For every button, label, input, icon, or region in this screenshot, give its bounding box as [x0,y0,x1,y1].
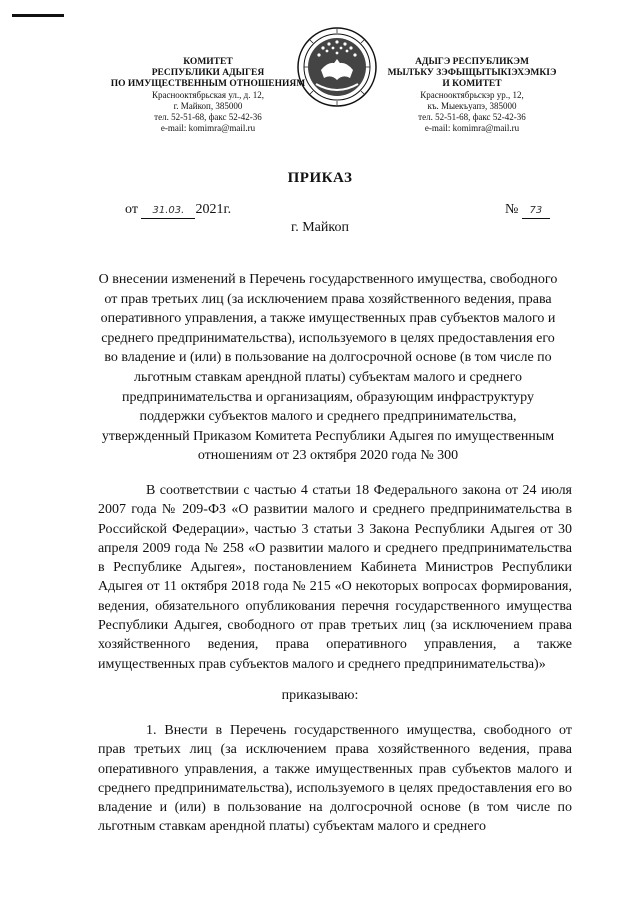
date-prefix: от [125,202,138,217]
org-name-line2: РЕСПУБЛИКИ АДЫГЕЯ [151,68,265,78]
org-city: г. Майкоп, 385000 [173,101,243,111]
scan-corner-mark [12,14,64,17]
document-title: ПРИКАЗ [287,170,353,186]
order-item-1: 1. Внести в Перечень государственного имущества, свободного от прав третьих лиц (за исключением права хозяйственного ведения, права оперативного управления, а также имущественных прав субъектов малого и среднего предпринимательства), используемого в целях предоставления его во владение и (или) в пользование на долгосрочной основе (в том числе по льготным ставкам арендной платы) субъектам малого и среднего [98,723,572,835]
org-phone-adyghe: тел. 52-51-68, факс 52-42-36 [418,112,526,122]
org-name-adyghe-line3: И КОМИТЕТ [442,79,502,89]
order-number [505,202,550,219]
org-email: e-mail: komimra@mail.ru [160,123,256,133]
number-prefix: № [505,202,519,217]
org-city-adyghe: къ. Мыекъуапэ, 385000 [427,101,517,111]
org-phone: тел. 52-51-68, факс 52-42-36 [154,112,262,122]
number-handwritten: 73 [522,204,550,219]
issue-city: г. Майкоп [291,220,349,235]
order-date [125,202,231,219]
date-year: 2021г. [195,202,232,217]
org-address-adyghe: Краснооктябрьскэр ур., 12, [420,90,524,100]
org-name-adyghe-line2: МЫЛЪКУ ЗЭФЫЩЫТЫКIЭХЭМКIЭ [387,68,557,78]
org-address: Краснооктябрьская ул., д. 12, [152,90,264,100]
coat-of-arms-icon [296,26,378,108]
date-handwritten: 31.03. [141,204,195,219]
header-right-block [372,57,572,134]
org-name-line3: ПО ИМУЩЕСТВЕННЫМ ОТНОШЕНИЯМ [110,79,306,89]
org-name-adyghe-line1: АДЫГЭ РЕСПУБЛИКЭМ [415,57,529,67]
org-name-line1: КОМИТЕТ [183,57,233,67]
order-subject: О внесении изменений в Перечень государственного имущества, свободного от прав третьих лиц (за исключением права хозяйственного ведения, права оперативного управления, а также имущественных прав субъектов малого и среднего предпринимательства), используемого в целях предоставления его во владение и (или) в пользование на долгосрочной основе (в том числе по льготным ставкам арендной платы) субъектам малого и среднего предпринимательства и организациям, образующим инфраструктуру поддержки субъектов малого и среднего предпринимательства, утвержденный Приказом Комитета Республики Адыгея по имущественным отношениям от 23 октября 2020 года № 300 [98,272,558,464]
org-email-adyghe: e-mail: komimra@mail.ru [424,123,520,133]
legal-basis-paragraph: В соответствии с частью 4 статьи 18 Федерального закона от 24 июля 2007 года № 209-ФЗ «О развитии малого и среднего предпринимательства в Российской Федерации», частью 3 статьи 3 Закона Республики Адыгея от 30 апреля 2009 года № 258 «О развитии малого и среднего предпринимательства в Республике Адыгея», постановлением Кабинета Министров Республики Адыгея от 11 октября 2018 года № 215 «О некоторых вопросах формирования, ведения, обязательного опубликования перечня государственного имущества Республики Адыгея, свободного от прав третьих лиц (за исключением права хозяйственного ведения, права оперативного управления, а также имущественных прав субъектов малого и среднего предпринимательства)» [98,483,572,672]
header-left-block [88,57,328,134]
orders-word: приказываю: [281,688,359,703]
